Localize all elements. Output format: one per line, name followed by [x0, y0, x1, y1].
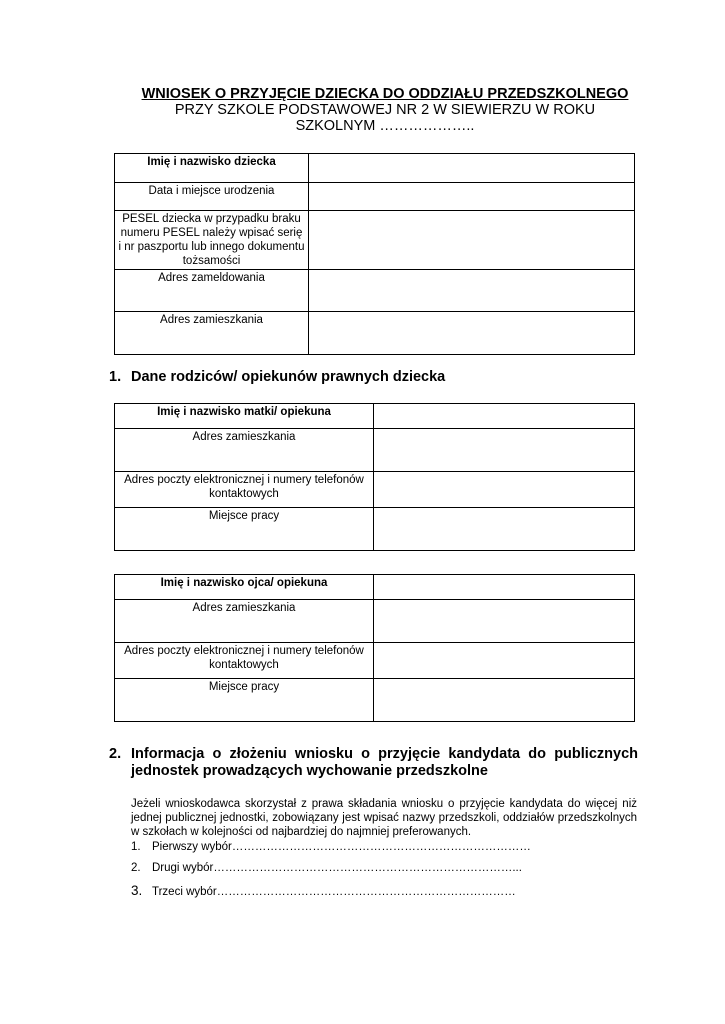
mother-address-label: Adres zamieszkania [115, 429, 374, 472]
father-address-field[interactable] [374, 600, 635, 643]
school-year-line: SZKOLNYM ……………….. [295, 118, 475, 134]
mother-data-table [114, 403, 635, 551]
child-pesel-field[interactable] [309, 211, 635, 270]
section-2-title-line1: Informacja o złożeniu wniosku o przyjęcie kandydata do publicznych [131, 746, 638, 762]
father-contact-field[interactable] [374, 643, 635, 679]
section-2-heading [109, 746, 639, 782]
section-1-number: 1. [109, 369, 122, 385]
section-2-instructions: Jeżeli wnioskodawca skorzystał z prawa składania wniosku o przyjęcie kandydata do więcej niż jednej publicznej jednostki, zobowiązany jest wpisać nazwy przedszkoli, oddziałów przedszkolnych w szkołach w kolejności od najbardziej do najmniej preferowanych. [131, 798, 637, 838]
choice-first [131, 841, 531, 853]
section-2-number: 2. [109, 746, 122, 762]
mother-name-label: Imię i nazwisko matki/ opiekuna [115, 404, 374, 429]
mother-address-field[interactable] [374, 429, 635, 472]
choice-second-text[interactable]: Drugi wybór……………………………………………………………………... [152, 862, 522, 874]
father-name-field[interactable] [374, 575, 635, 600]
mother-contact-field[interactable] [374, 472, 635, 508]
document-subtitle: PRZY SZKOLE PODSTAWOWEJ NR 2 W SIEWIERZU W ROKU [174, 102, 596, 118]
child-name-field[interactable] [309, 154, 635, 183]
choice-first-number: 1. [131, 841, 141, 853]
mother-workplace-field[interactable] [374, 508, 635, 551]
mother-contact-label: Adres poczty elektronicznej i numery telefonów kontaktowych [115, 472, 374, 508]
child-residence-address-label: Adres zamieszkania [115, 312, 309, 355]
mother-workplace-label: Miejsce pracy [115, 508, 374, 551]
father-address-label: Adres zamieszkania [115, 600, 374, 643]
mother-name-field[interactable] [374, 404, 635, 429]
father-workplace-label: Miejsce pracy [115, 679, 374, 722]
child-residence-address-field[interactable] [309, 312, 635, 355]
father-data-table [114, 574, 635, 722]
child-data-table [114, 153, 635, 355]
child-registered-address-field[interactable] [309, 270, 635, 312]
father-contact-label: Adres poczty elektronicznej i numery telefonów kontaktowych [115, 643, 374, 679]
child-name-label: Imię i nazwisko dziecka [115, 154, 309, 183]
father-workplace-field[interactable] [374, 679, 635, 722]
father-name-label: Imię i nazwisko ojca/ opiekuna [115, 575, 374, 600]
choice-second [131, 862, 522, 874]
section-2-title-line2: jednostek prowadzących wychowanie przedszkolne [131, 763, 488, 779]
child-registered-address-label: Adres zameldowania [115, 270, 309, 312]
choice-first-text[interactable]: Pierwszy wybór…………………………………………………………………… [152, 841, 531, 853]
choice-third-text[interactable]: Trzeci wybór…………………………………………………………………… [152, 886, 516, 898]
choice-third [131, 883, 516, 898]
choice-third-number: 3. [131, 883, 143, 898]
child-pesel-label: PESEL dziecka w przypadku braku numeru PESEL należy wpisać serię i nr paszportu lub innego dokumentu tożsamości [115, 211, 309, 270]
document-title: WNIOSEK O PRZYJĘCIE DZIECKA DO ODDZIAŁU PRZEDSZKOLNEGO [141, 86, 629, 102]
child-birth-label: Data i miejsce urodzenia [115, 183, 309, 211]
choice-second-number: 2. [131, 862, 141, 874]
child-birth-field[interactable] [309, 183, 635, 211]
section-1-title: Dane rodziców/ opiekunów prawnych dziecka [131, 369, 446, 385]
